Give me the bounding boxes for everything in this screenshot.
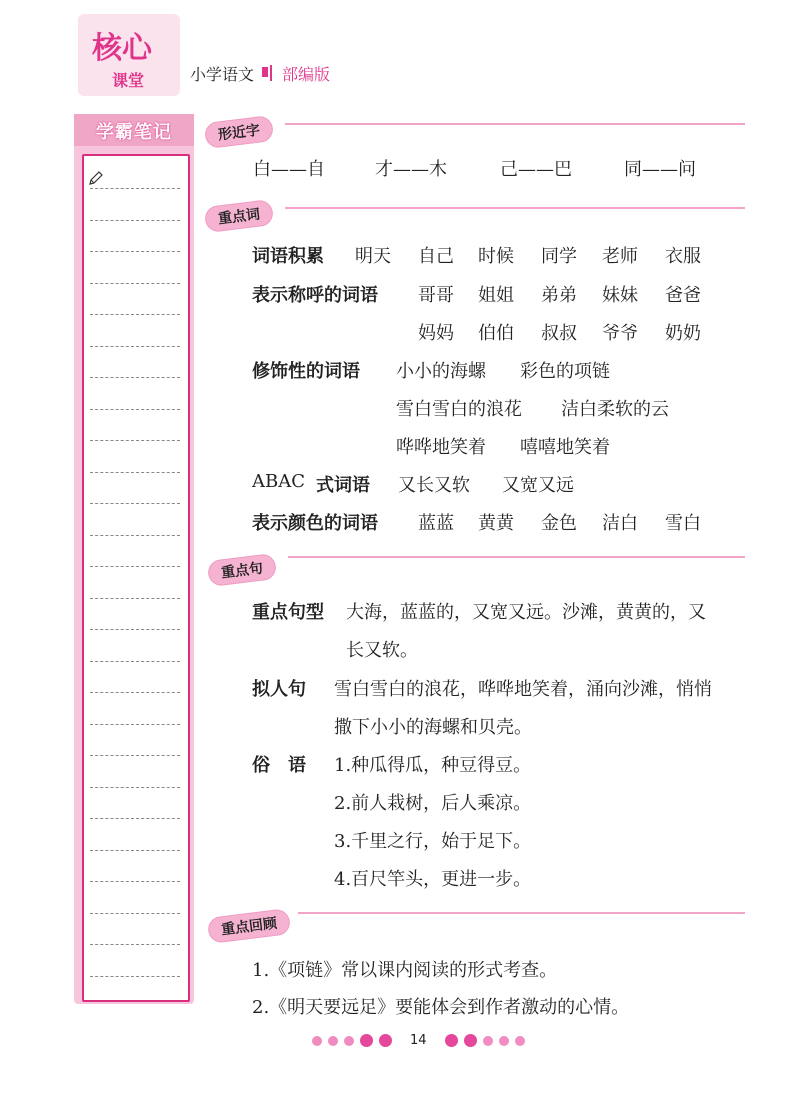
divider-bar bbox=[270, 65, 272, 81]
logo bbox=[78, 14, 180, 96]
divider-mark bbox=[262, 67, 268, 77]
word-item: 叔叔 bbox=[541, 323, 577, 344]
proverb-item: 4.百尺竿头，更进一步。 bbox=[334, 869, 532, 890]
note-ruling-line bbox=[90, 472, 180, 473]
abac-words-label: 式词语 bbox=[316, 475, 370, 496]
note-ruling-line bbox=[90, 283, 180, 284]
pencil-icon bbox=[88, 170, 104, 186]
note-ruling-line bbox=[90, 440, 180, 441]
section-divider bbox=[298, 912, 745, 914]
word-item: 雪白雪白的浪花 bbox=[396, 399, 522, 420]
footer-dot bbox=[464, 1034, 477, 1047]
note-ruling-line bbox=[90, 503, 180, 504]
proverb-label: 俗 语 bbox=[252, 755, 306, 776]
word-item: 同学 bbox=[541, 246, 577, 267]
note-ruling-line bbox=[90, 535, 180, 536]
note-ruling-line bbox=[90, 409, 180, 410]
note-ruling-line bbox=[90, 755, 180, 756]
word-item: 妹妹 bbox=[602, 285, 638, 306]
page-footer bbox=[312, 1033, 525, 1048]
notes-title: 学霸笔记 bbox=[96, 122, 172, 143]
word-item: 洁白 bbox=[602, 513, 638, 534]
word-item: 姐姐 bbox=[478, 285, 514, 306]
note-ruling-line bbox=[90, 377, 180, 378]
footer-dot bbox=[360, 1034, 373, 1047]
word-item: 彩色的项链 bbox=[520, 361, 610, 382]
section-divider bbox=[285, 123, 745, 125]
word-accumulation-label: 词语积累 bbox=[252, 246, 324, 267]
section-tag-key-sentences: 重点句 bbox=[208, 556, 276, 584]
note-ruling-line bbox=[90, 692, 180, 693]
similar-pair: 同——问 bbox=[624, 159, 696, 180]
word-item: 老师 bbox=[602, 246, 638, 267]
footer-dot bbox=[515, 1036, 525, 1046]
note-ruling-line bbox=[90, 850, 180, 851]
note-ruling-line bbox=[90, 314, 180, 315]
word-item: 时候 bbox=[478, 246, 514, 267]
word-item: 金色 bbox=[541, 513, 577, 534]
section-tag-key-words: 重点词 bbox=[205, 202, 273, 230]
section-divider bbox=[288, 556, 745, 558]
word-item: 嘻嘻地笑着 bbox=[520, 437, 610, 458]
word-item: 又宽又远 bbox=[502, 475, 574, 496]
review-item: 1.《项链》常以课内阅读的形式考查。 bbox=[252, 960, 558, 981]
proverb-item: 1.种瓜得瓜，种豆得豆。 bbox=[334, 755, 532, 776]
sentence-text: 雪白雪白的浪花，哗哗地笑着，涌向沙滩，悄悄 bbox=[334, 679, 712, 700]
modifier-words-label: 修饰性的词语 bbox=[252, 361, 360, 382]
note-ruling-line bbox=[90, 976, 180, 977]
note-ruling-line bbox=[90, 188, 180, 189]
word-item: 伯伯 bbox=[478, 323, 514, 344]
footer-dot bbox=[379, 1034, 392, 1047]
notes-paper bbox=[82, 154, 190, 1002]
word-item: 洁白柔软的云 bbox=[561, 399, 669, 420]
logo-bottom-text: 课堂 bbox=[112, 71, 145, 90]
sentence-text: 撒下小小的海螺和贝壳。 bbox=[334, 717, 532, 738]
note-ruling-line bbox=[90, 944, 180, 945]
note-ruling-line bbox=[90, 787, 180, 788]
word-item: 又长又软 bbox=[398, 475, 470, 496]
footer-dot bbox=[344, 1036, 354, 1046]
word-item: 哥哥 bbox=[418, 285, 454, 306]
word-item: 哗哗地笑着 bbox=[396, 437, 486, 458]
word-item: 妈妈 bbox=[418, 323, 454, 344]
word-item: 爷爷 bbox=[602, 323, 638, 344]
edition-label: 部编版 bbox=[282, 65, 331, 84]
section-tag-review: 重点回顾 bbox=[208, 912, 290, 940]
note-ruling-line bbox=[90, 818, 180, 819]
word-item: 自己 bbox=[418, 246, 454, 267]
proverb-item: 3.千里之行，始于足下。 bbox=[334, 831, 532, 852]
personification-label: 拟人句 bbox=[252, 679, 306, 700]
similar-pair: 才——木 bbox=[375, 159, 447, 180]
subject-label: 小学语文 bbox=[190, 65, 255, 84]
address-words-label: 表示称呼的词语 bbox=[252, 285, 378, 306]
word-item: 爸爸 bbox=[665, 285, 701, 306]
sentence-text: 大海，蓝蓝的，又宽又远。沙滩，黄黄的，又 bbox=[346, 602, 706, 623]
page-number: 14 bbox=[410, 1033, 427, 1048]
word-item: 小小的海螺 bbox=[396, 361, 486, 382]
note-ruling-line bbox=[90, 251, 180, 252]
color-words-label: 表示颜色的词语 bbox=[252, 513, 378, 534]
word-item: 蓝蓝 bbox=[418, 513, 454, 534]
similar-pair: 己——巴 bbox=[500, 159, 572, 180]
note-ruling-line bbox=[90, 220, 180, 221]
section-divider bbox=[285, 207, 745, 209]
note-ruling-line bbox=[90, 913, 180, 914]
note-ruling-line bbox=[90, 724, 180, 725]
similar-pair: 白——自 bbox=[253, 159, 325, 180]
word-item: 雪白 bbox=[665, 513, 701, 534]
logo-top-text: 核心 bbox=[92, 31, 152, 66]
note-ruling-line bbox=[90, 881, 180, 882]
note-ruling-line bbox=[90, 629, 180, 630]
footer-dot bbox=[445, 1034, 458, 1047]
note-ruling-line bbox=[90, 661, 180, 662]
note-ruling-line bbox=[90, 566, 180, 567]
word-item: 衣服 bbox=[665, 246, 701, 267]
word-item: 奶奶 bbox=[665, 323, 701, 344]
note-ruling-line bbox=[90, 346, 180, 347]
section-tag-similar-chars: 形近字 bbox=[205, 118, 273, 146]
word-item: 黄黄 bbox=[478, 513, 514, 534]
footer-dot bbox=[312, 1036, 322, 1046]
review-item: 2.《明天要远足》要能体会到作者激动的心情。 bbox=[252, 997, 630, 1018]
note-ruling-line bbox=[90, 598, 180, 599]
sentence-pattern-label: 重点句型 bbox=[252, 602, 324, 623]
footer-dot bbox=[499, 1036, 509, 1046]
abac-prefix: ABAC bbox=[252, 471, 305, 492]
footer-dot bbox=[483, 1036, 493, 1046]
sentence-text: 长又软。 bbox=[346, 640, 418, 661]
word-item: 明天 bbox=[355, 246, 391, 267]
proverb-item: 2.前人栽树，后人乘凉。 bbox=[334, 793, 532, 814]
word-item: 弟弟 bbox=[541, 285, 577, 306]
footer-dot bbox=[328, 1036, 338, 1046]
